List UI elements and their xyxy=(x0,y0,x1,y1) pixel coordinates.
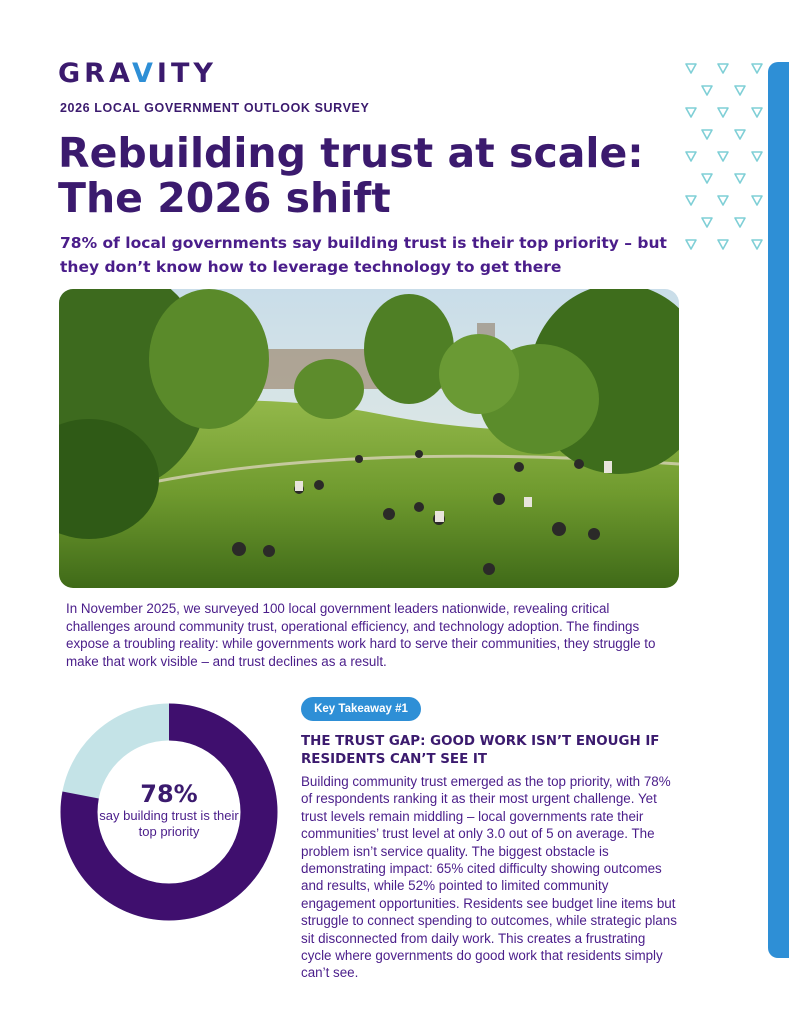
logo-text-end: ITY xyxy=(156,58,217,89)
page-subtitle: 78% of local governments say building trust is their top priority – but they don’t know how to leverage technology to get there xyxy=(60,234,667,276)
key-takeaway-badge: Key Takeaway #1 xyxy=(301,697,421,721)
gravity-logo xyxy=(58,58,217,89)
intro-paragraph: In November 2025, we surveyed 100 local government leaders nationwide, revealing critical challenges around community trust, operational efficiency, and technology adoption. The findings expose a troubling reality: while governments work hard to serve their communities, they struggle to make that work visible – and trust declines as a result. xyxy=(66,601,656,669)
triangle-pattern-icon xyxy=(680,60,766,260)
donut-center-label xyxy=(93,780,245,840)
logo-text-start: GRA xyxy=(58,58,133,89)
donut-percentage: 78% xyxy=(140,780,198,808)
takeaway-body: Building community trust emerged as the top priority, with 78% of respondents ranking it as their most urgent challenge. Yet trust levels remain middling – local governments rate their communities’ trust level at only 3.0 out of 5 on average. The problem isn’t service quality. The biggest obstacle is demonstrating impact: 65% cited difficulty showing outcomes and results, while 52% pointed to limited community engagement opportunities. Residents see budget line items but struggle to connect spending to outcomes, while strategic plans sit disconnected from daily work. This creates a frustrating cycle where governments do good work that residents simply can’t see. xyxy=(301,774,677,981)
logo-v-mark: V xyxy=(132,58,157,89)
survey-eyebrow: 2026 LOCAL GOVERNMENT OUTLOOK SURVEY xyxy=(60,101,370,115)
donut-caption: say building trust is their top priority xyxy=(99,808,239,839)
title-line-2: The 2026 shift xyxy=(58,174,391,222)
page-title xyxy=(58,131,678,221)
side-accent-bar xyxy=(768,62,789,958)
title-line-1: Rebuilding trust at scale: xyxy=(58,129,644,177)
park-hero-image xyxy=(59,289,679,588)
takeaway-heading: THE TRUST GAP: GOOD WORK ISN’T ENOUGH IF RESIDENTS CAN’T SEE IT xyxy=(301,734,660,767)
